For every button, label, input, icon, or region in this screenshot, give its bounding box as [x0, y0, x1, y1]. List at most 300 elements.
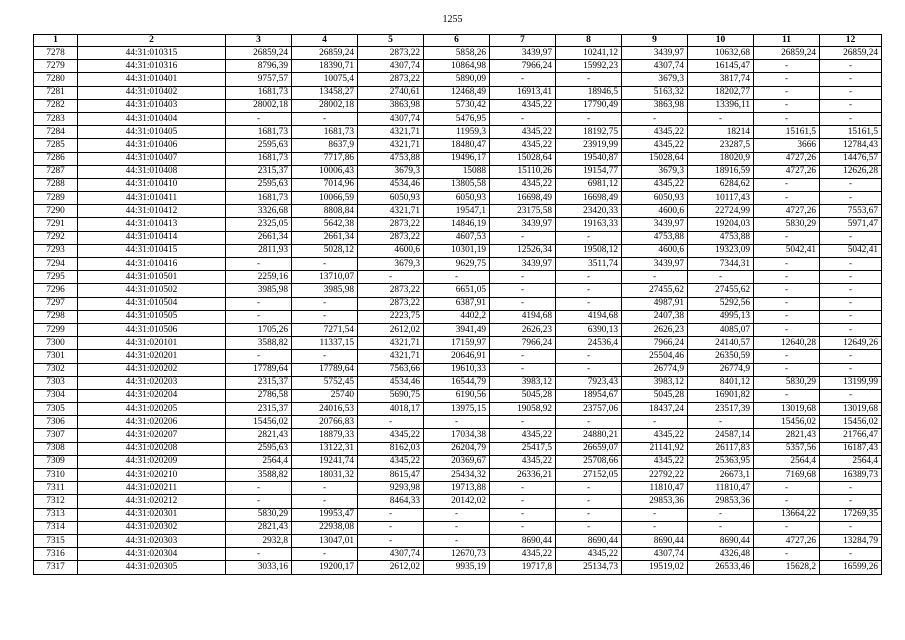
cadastral-number-cell: 44:31:010315: [78, 47, 226, 60]
value-cell: 7014,96: [292, 178, 358, 191]
value-cell: 15161,5: [820, 126, 882, 139]
cadastral-number-cell: 44:31:020209: [78, 455, 226, 468]
value-cell: 19496,17: [424, 152, 490, 165]
value-cell: -: [424, 508, 490, 521]
table-row: [34, 323, 882, 336]
cadastral-number-cell: 44:31:010502: [78, 284, 226, 297]
value-cell: 2873,22: [358, 218, 424, 231]
value-cell: 12626,28: [820, 165, 882, 178]
cadastral-number-cell: 44:31:010406: [78, 139, 226, 152]
value-cell: 26673,1: [688, 469, 754, 482]
value-cell: 18031,32: [292, 469, 358, 482]
value-cell: -: [754, 350, 820, 363]
value-cell: 15456,02: [226, 416, 292, 429]
value-cell: 7169,68: [754, 469, 820, 482]
row-number-cell: 7311: [34, 482, 78, 495]
value-cell: 8464,33: [358, 495, 424, 508]
value-cell: 6390,13: [556, 323, 622, 336]
value-cell: 20142,02: [424, 495, 490, 508]
value-cell: -: [226, 350, 292, 363]
value-cell: 19058,92: [490, 403, 556, 416]
value-cell: 4345,22: [556, 548, 622, 561]
value-cell: 13710,07: [292, 271, 358, 284]
value-cell: 3817,74: [688, 73, 754, 86]
value-cell: 27455,62: [688, 284, 754, 297]
cadastral-number-cell: 44:31:020211: [78, 482, 226, 495]
value-cell: 8690,44: [622, 534, 688, 547]
value-cell: 10632,68: [688, 47, 754, 60]
cadastral-number-cell: 44:31:010505: [78, 310, 226, 323]
value-cell: 25363,95: [688, 455, 754, 468]
value-cell: 2315,37: [226, 376, 292, 389]
value-cell: 18480,47: [424, 139, 490, 152]
value-cell: 2407,38: [622, 310, 688, 323]
value-cell: 13664,22: [754, 508, 820, 521]
value-cell: -: [556, 495, 622, 508]
cadastral-number-cell: 44:31:020208: [78, 442, 226, 455]
value-cell: 22938,08: [292, 521, 358, 534]
table-row: [34, 429, 882, 442]
column-header: 6: [424, 35, 490, 47]
value-cell: 10117,43: [688, 192, 754, 205]
value-cell: 6981,12: [556, 178, 622, 191]
value-cell: 2325,05: [226, 218, 292, 231]
value-cell: 4534,46: [358, 376, 424, 389]
value-cell: 13122,31: [292, 442, 358, 455]
value-cell: -: [556, 297, 622, 310]
value-cell: -: [358, 508, 424, 521]
cadastral-number-cell: 44:31:020305: [78, 561, 226, 574]
value-cell: -: [226, 297, 292, 310]
table-row: [34, 86, 882, 99]
value-cell: 5028,12: [292, 244, 358, 257]
value-cell: 16389,73: [820, 469, 882, 482]
value-cell: 15110,26: [490, 165, 556, 178]
value-cell: 5830,29: [226, 508, 292, 521]
value-cell: 21141,92: [622, 442, 688, 455]
value-cell: 12526,34: [490, 244, 556, 257]
value-cell: 13396,11: [688, 99, 754, 112]
value-cell: -: [490, 416, 556, 429]
value-cell: 5042,41: [754, 244, 820, 257]
value-cell: 2661,34: [292, 231, 358, 244]
value-cell: 2595,63: [226, 139, 292, 152]
value-cell: -: [622, 416, 688, 429]
column-header: 2: [78, 35, 226, 47]
value-cell: -: [556, 231, 622, 244]
value-cell: 28002,18: [292, 99, 358, 112]
row-number-cell: 7287: [34, 165, 78, 178]
cadastral-number-cell: 44:31:010408: [78, 165, 226, 178]
value-cell: 23757,06: [556, 403, 622, 416]
row-number-cell: 7309: [34, 455, 78, 468]
value-cell: 24880,21: [556, 429, 622, 442]
value-cell: 2223,75: [358, 310, 424, 323]
value-cell: 16145,47: [688, 60, 754, 73]
value-cell: 14846,19: [424, 218, 490, 231]
value-cell: 8615,47: [358, 469, 424, 482]
value-cell: 26350,59: [688, 350, 754, 363]
value-cell: -: [622, 271, 688, 284]
table-row: [34, 231, 882, 244]
column-header: 9: [622, 35, 688, 47]
value-cell: -: [820, 258, 882, 271]
value-cell: -: [490, 271, 556, 284]
value-cell: 19519,02: [622, 561, 688, 574]
value-cell: 6190,56: [424, 389, 490, 402]
value-cell: 17034,38: [424, 429, 490, 442]
value-cell: 3985,98: [292, 284, 358, 297]
value-cell: 23175,58: [490, 205, 556, 218]
value-cell: 8637,9: [292, 139, 358, 152]
value-cell: -: [622, 508, 688, 521]
value-cell: 23517,39: [688, 403, 754, 416]
value-cell: 19717,8: [490, 561, 556, 574]
value-cell: 22724,99: [688, 205, 754, 218]
cadastral-number-cell: 44:31:010415: [78, 244, 226, 257]
value-cell: 13805,58: [424, 178, 490, 191]
row-number-cell: 7283: [34, 112, 78, 125]
row-number-cell: 7290: [34, 205, 78, 218]
value-cell: 3439,97: [490, 258, 556, 271]
value-cell: 25708,66: [556, 455, 622, 468]
value-cell: 7717,86: [292, 152, 358, 165]
value-cell: 17790,49: [556, 99, 622, 112]
value-cell: -: [556, 416, 622, 429]
value-cell: 4307,74: [622, 60, 688, 73]
table-row: [34, 218, 882, 231]
row-number-cell: 7293: [34, 244, 78, 257]
value-cell: 13019,68: [754, 403, 820, 416]
row-number-cell: 7308: [34, 442, 78, 455]
value-cell: 4085,07: [688, 323, 754, 336]
value-cell: 12784,43: [820, 139, 882, 152]
value-cell: 19154,77: [556, 165, 622, 178]
table-row: [34, 416, 882, 429]
cadastral-number-cell: 44:31:010412: [78, 205, 226, 218]
value-cell: 4753,88: [622, 231, 688, 244]
value-cell: 3439,97: [622, 47, 688, 60]
row-number-cell: 7280: [34, 73, 78, 86]
table-row: [34, 363, 882, 376]
value-cell: 6651,05: [424, 284, 490, 297]
value-cell: 19610,33: [424, 363, 490, 376]
value-cell: -: [490, 521, 556, 534]
value-cell: 3439,97: [622, 218, 688, 231]
value-cell: 2873,22: [358, 73, 424, 86]
table-row: [34, 258, 882, 271]
value-cell: 11337,15: [292, 337, 358, 350]
cadastral-number-cell: 44:31:010404: [78, 112, 226, 125]
value-cell: 4326,48: [688, 548, 754, 561]
value-cell: 16599,26: [820, 561, 882, 574]
value-cell: 4307,74: [358, 112, 424, 125]
value-cell: 4607,53: [424, 231, 490, 244]
value-cell: 6284,62: [688, 178, 754, 191]
value-cell: 2564,4: [226, 455, 292, 468]
value-cell: 4194,68: [490, 310, 556, 323]
value-cell: -: [622, 112, 688, 125]
value-cell: 4600,6: [622, 205, 688, 218]
value-cell: 5752,45: [292, 376, 358, 389]
table-row: [34, 73, 882, 86]
row-number-cell: 7307: [34, 429, 78, 442]
value-cell: -: [490, 350, 556, 363]
value-cell: 4307,74: [358, 60, 424, 73]
value-cell: 2661,34: [226, 231, 292, 244]
value-cell: 15992,23: [556, 60, 622, 73]
row-number-cell: 7306: [34, 416, 78, 429]
value-cell: 8808,84: [292, 205, 358, 218]
value-cell: 4345,22: [358, 429, 424, 442]
value-cell: 3863,98: [358, 99, 424, 112]
value-cell: -: [820, 363, 882, 376]
value-cell: 2873,22: [358, 47, 424, 60]
value-cell: 19508,12: [556, 244, 622, 257]
value-cell: -: [688, 112, 754, 125]
value-cell: 7563,66: [358, 363, 424, 376]
value-cell: 5971,47: [820, 218, 882, 231]
cadastral-number-cell: 44:31:010506: [78, 323, 226, 336]
value-cell: 13019,68: [820, 403, 882, 416]
value-cell: 15456,02: [820, 416, 882, 429]
value-cell: 4321,71: [358, 139, 424, 152]
value-cell: 10075,4: [292, 73, 358, 86]
row-number-cell: 7288: [34, 178, 78, 191]
row-number-cell: 7303: [34, 376, 78, 389]
value-cell: 2595,63: [226, 178, 292, 191]
value-cell: -: [490, 482, 556, 495]
value-cell: 25740: [292, 389, 358, 402]
value-cell: 2786,58: [226, 389, 292, 402]
value-cell: 26774,9: [688, 363, 754, 376]
value-cell: 19540,87: [556, 152, 622, 165]
value-cell: 4727,26: [754, 534, 820, 547]
value-cell: 3985,98: [226, 284, 292, 297]
value-cell: 16187,43: [820, 442, 882, 455]
value-cell: 4018,17: [358, 403, 424, 416]
value-cell: -: [424, 521, 490, 534]
row-number-cell: 7295: [34, 271, 78, 284]
value-cell: 15088: [424, 165, 490, 178]
value-cell: -: [490, 297, 556, 310]
value-cell: 18390,71: [292, 60, 358, 73]
value-cell: -: [754, 297, 820, 310]
value-cell: 4345,22: [490, 126, 556, 139]
data-table: [33, 34, 882, 575]
value-cell: 26859,24: [754, 47, 820, 60]
value-cell: -: [424, 534, 490, 547]
value-cell: -: [292, 297, 358, 310]
value-cell: 4345,22: [622, 139, 688, 152]
value-cell: -: [226, 482, 292, 495]
value-cell: 19204,03: [688, 218, 754, 231]
value-cell: -: [490, 284, 556, 297]
row-number-cell: 7317: [34, 561, 78, 574]
value-cell: 26204,79: [424, 442, 490, 455]
table-row: [34, 455, 882, 468]
value-cell: -: [292, 482, 358, 495]
value-cell: -: [754, 178, 820, 191]
value-cell: -: [754, 112, 820, 125]
value-cell: -: [820, 60, 882, 73]
cadastral-number-cell: 44:31:010501: [78, 271, 226, 284]
value-cell: 10066,59: [292, 192, 358, 205]
value-cell: 12670,73: [424, 548, 490, 561]
value-cell: 3679,3: [622, 165, 688, 178]
value-cell: 23420,33: [556, 205, 622, 218]
table-row: [34, 192, 882, 205]
value-cell: -: [754, 363, 820, 376]
cadastral-number-cell: 44:31:020304: [78, 548, 226, 561]
row-number-cell: 7292: [34, 231, 78, 244]
value-cell: 18202,77: [688, 86, 754, 99]
row-number-cell: 7278: [34, 47, 78, 60]
value-cell: 18916,59: [688, 165, 754, 178]
value-cell: 25504,46: [622, 350, 688, 363]
row-number-cell: 7315: [34, 534, 78, 547]
row-number-cell: 7291: [34, 218, 78, 231]
value-cell: 5292,56: [688, 297, 754, 310]
table-row: [34, 152, 882, 165]
value-cell: 11810,47: [688, 482, 754, 495]
value-cell: 3588,82: [226, 337, 292, 350]
table-row: [34, 165, 882, 178]
value-cell: -: [820, 548, 882, 561]
value-cell: 13284,79: [820, 534, 882, 547]
column-header: 5: [358, 35, 424, 47]
value-cell: 8162,03: [358, 442, 424, 455]
value-cell: -: [556, 521, 622, 534]
row-number-cell: 7302: [34, 363, 78, 376]
cadastral-number-cell: 44:31:020204: [78, 389, 226, 402]
table-row: [34, 244, 882, 257]
table-row: [34, 205, 882, 218]
value-cell: 23287,5: [688, 139, 754, 152]
value-cell: -: [490, 495, 556, 508]
table-row: [34, 350, 882, 363]
value-cell: 3588,82: [226, 469, 292, 482]
value-cell: -: [292, 548, 358, 561]
value-cell: 4753,88: [358, 152, 424, 165]
table-row: [34, 99, 882, 112]
cadastral-number-cell: 44:31:010403: [78, 99, 226, 112]
cadastral-number-cell: 44:31:010413: [78, 218, 226, 231]
value-cell: 16901,82: [688, 389, 754, 402]
value-cell: -: [820, 271, 882, 284]
row-number-cell: 7301: [34, 350, 78, 363]
cadastral-number-cell: 44:31:020203: [78, 376, 226, 389]
value-cell: 1681,73: [226, 192, 292, 205]
value-cell: -: [820, 231, 882, 244]
cadastral-number-cell: 44:31:010407: [78, 152, 226, 165]
value-cell: 10864,98: [424, 60, 490, 73]
value-cell: 5730,42: [424, 99, 490, 112]
row-number-cell: 7294: [34, 258, 78, 271]
value-cell: 15028,64: [490, 152, 556, 165]
table-row: [34, 271, 882, 284]
row-number-cell: 7289: [34, 192, 78, 205]
value-cell: 6387,91: [424, 297, 490, 310]
cadastral-number-cell: 44:31:010401: [78, 73, 226, 86]
row-number-cell: 7285: [34, 139, 78, 152]
value-cell: 4345,22: [622, 178, 688, 191]
column-header: 8: [556, 35, 622, 47]
value-cell: 19953,47: [292, 508, 358, 521]
value-cell: 7271,54: [292, 323, 358, 336]
value-cell: -: [688, 508, 754, 521]
value-cell: 1681,73: [226, 86, 292, 99]
value-cell: 2873,22: [358, 231, 424, 244]
value-cell: -: [688, 271, 754, 284]
value-cell: 4727,26: [754, 152, 820, 165]
value-cell: -: [820, 112, 882, 125]
row-number-cell: 7281: [34, 86, 78, 99]
value-cell: 2873,22: [358, 297, 424, 310]
cadastral-number-cell: 44:31:020207: [78, 429, 226, 442]
value-cell: 3941,49: [424, 323, 490, 336]
table-row: [34, 521, 882, 534]
value-cell: -: [820, 389, 882, 402]
value-cell: 19547,1: [424, 205, 490, 218]
row-number-cell: 7314: [34, 521, 78, 534]
value-cell: 4345,22: [622, 126, 688, 139]
value-cell: 4345,22: [622, 455, 688, 468]
value-cell: 19323,09: [688, 244, 754, 257]
value-cell: -: [358, 534, 424, 547]
value-cell: 4345,22: [490, 99, 556, 112]
value-cell: -: [424, 271, 490, 284]
row-number-cell: 7286: [34, 152, 78, 165]
row-number-cell: 7284: [34, 126, 78, 139]
value-cell: 17269,35: [820, 508, 882, 521]
value-cell: 5890,09: [424, 73, 490, 86]
value-cell: 16698,49: [490, 192, 556, 205]
value-cell: 2626,23: [622, 323, 688, 336]
value-cell: 25417,5: [490, 442, 556, 455]
value-cell: -: [556, 350, 622, 363]
value-cell: 15161,5: [754, 126, 820, 139]
column-header: 7: [490, 35, 556, 47]
value-cell: -: [490, 73, 556, 86]
value-cell: 4321,71: [358, 350, 424, 363]
cadastral-number-cell: 44:31:020302: [78, 521, 226, 534]
value-cell: -: [820, 310, 882, 323]
value-cell: -: [556, 363, 622, 376]
value-cell: 15456,02: [754, 416, 820, 429]
table-row: [34, 47, 882, 60]
value-cell: -: [490, 363, 556, 376]
value-cell: 2821,43: [226, 521, 292, 534]
value-cell: 4345,22: [490, 548, 556, 561]
value-cell: -: [754, 86, 820, 99]
value-cell: 15628,2: [754, 561, 820, 574]
value-cell: 3983,12: [490, 376, 556, 389]
cadastral-number-cell: 44:31:010402: [78, 86, 226, 99]
value-cell: 4307,74: [358, 548, 424, 561]
value-cell: 26859,24: [820, 47, 882, 60]
table-row: [34, 284, 882, 297]
value-cell: 25134,73: [556, 561, 622, 574]
value-cell: -: [688, 416, 754, 429]
table-row: [34, 534, 882, 547]
value-cell: 2740,61: [358, 86, 424, 99]
table-row: [34, 548, 882, 561]
value-cell: 8690,44: [556, 534, 622, 547]
value-cell: 4600,6: [622, 244, 688, 257]
column-header: 11: [754, 35, 820, 47]
value-cell: -: [292, 112, 358, 125]
